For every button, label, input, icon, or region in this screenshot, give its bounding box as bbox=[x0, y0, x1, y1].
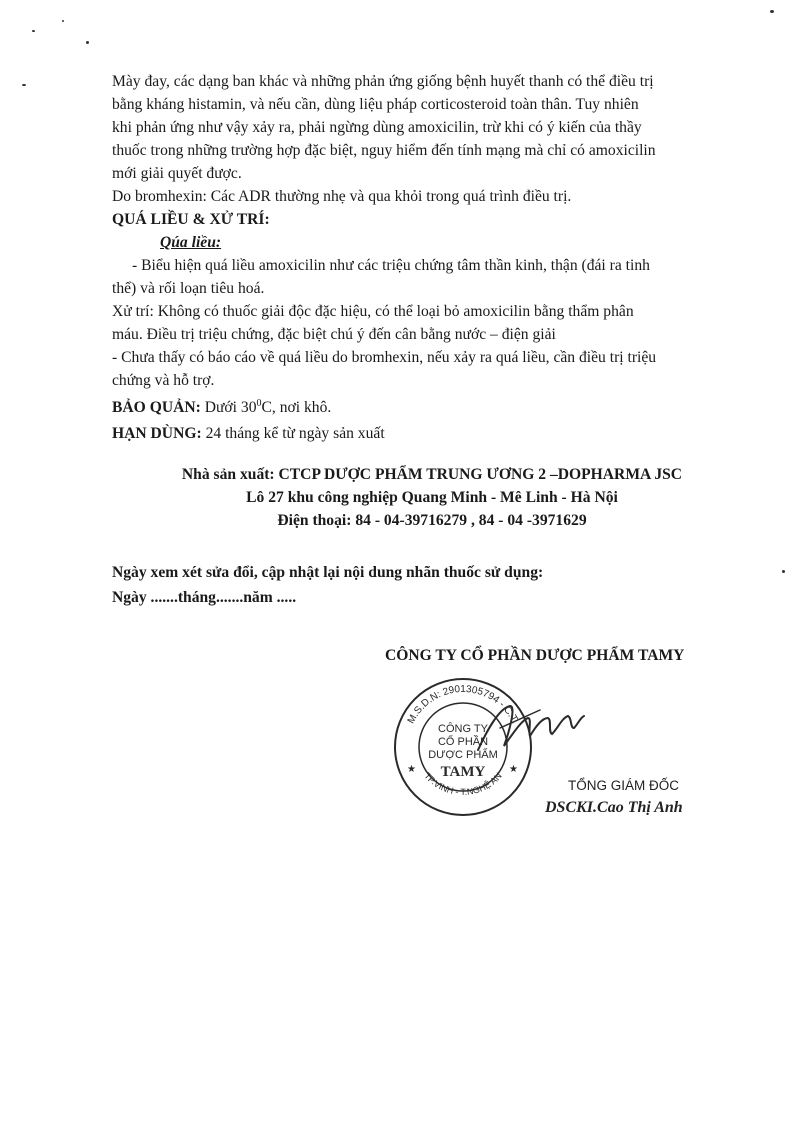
company-name: CÔNG TY CỔ PHẦN DƯỢC PHẨM TAMY bbox=[385, 647, 685, 664]
stamp-line-joint-stock: CỔ PHẦN bbox=[437, 736, 489, 748]
stamp-line-company: CÔNG TY bbox=[438, 723, 488, 735]
review-date: Ngày .......tháng.......năm ..... bbox=[112, 589, 297, 606]
storage-text: Dưới 30 bbox=[204, 399, 257, 417]
manufacturer-phone: Điện thoại: 84 - 04-39716279 , 84 - 04 -3971629 bbox=[277, 512, 587, 529]
stamp-line-pharma: DƯỢC PHẨM bbox=[428, 749, 498, 761]
review-title: Ngày xem xét sửa đổi, cập nhật lại nội dung nhãn thuốc sử dụng: bbox=[112, 564, 544, 581]
expiry-line bbox=[112, 422, 732, 445]
scan-speck bbox=[770, 10, 774, 13]
manufacturer-address: Lô 27 khu công nghiệp Quang Minh - Mê Linh - Hà Nội bbox=[246, 489, 618, 506]
review-block bbox=[112, 560, 732, 610]
manufacturer-block bbox=[112, 463, 752, 532]
adr-line: thuốc trong những trường hợp đặc biệt, nguy hiểm đến tính mạng mà chỉ có amoxicilin bbox=[112, 142, 656, 159]
overdose-heading: QUÁ LIỀU & XỬ TRÍ: bbox=[112, 211, 270, 228]
storage-label: BẢO QUẢN: bbox=[112, 399, 201, 417]
stamp-line-tamy: TAMY bbox=[440, 764, 486, 780]
bromhexin-overdose-line: chứng và hỗ trợ. bbox=[112, 372, 215, 389]
adr-line: khi phản ứng như vậy xảy ra, phải ngừng dùng amoxicilin, trừ khi có ý kiến của thầy bbox=[112, 119, 642, 136]
leaflet-body bbox=[112, 70, 732, 445]
adr-line: mới giải quyết được. bbox=[112, 165, 242, 182]
overdose-symptom-line: thể) và rối loạn tiêu hoá. bbox=[112, 280, 265, 297]
scan-speck bbox=[22, 84, 26, 86]
treatment-line: Xử trí: Không có thuốc giải độc đặc hiệu, có thể loại bỏ amoxicilin bằng thẩm phân bbox=[112, 303, 634, 320]
scan-speck bbox=[782, 570, 785, 573]
stamp-star-left: ★ bbox=[407, 764, 416, 775]
stamp-star-right: ★ bbox=[509, 764, 518, 775]
manufacturer-name: Nhà sản xuất: CTCP DƯỢC PHẨM TRUNG ƯƠNG 2 –DOPHARMA JSC bbox=[181, 466, 683, 483]
storage-line bbox=[112, 392, 732, 419]
stamp-outer-text: M.S.D.N: 2901305794 - C.T. bbox=[405, 684, 521, 726]
scan-speck bbox=[32, 30, 35, 32]
stamp-bottom-text: TP.VINH - T.NGHỆ AN bbox=[422, 770, 504, 797]
overdose-subheading: Qúa liều: bbox=[160, 234, 222, 251]
director-title: TỔNG GIÁM ĐỐC bbox=[568, 778, 679, 793]
bromhexin-overdose-line: - Chưa thấy có báo cáo về quá liều do bromhexin, nếu xảy ra quá liều, cần điều trị triệu bbox=[112, 349, 657, 366]
treatment-line: máu. Điều trị triệu chứng, đặc biệt chú ý đến cân bằng nước – điện giải bbox=[112, 326, 556, 343]
director-name: DSCKI.Cao Thị Anh bbox=[545, 799, 683, 816]
expiry-label: HẠN DÙNG: bbox=[112, 425, 202, 443]
bromhexin-adr: Do bromhexin: Các ADR thường nhẹ và qua khỏi trong quá trình điều trị. bbox=[112, 188, 572, 205]
expiry-text: 24 tháng kể từ ngày sản xuất bbox=[205, 425, 385, 443]
scan-speck bbox=[62, 20, 64, 22]
overdose-symptom-line: - Biểu hiện quá liều amoxicilin như các triệu chứng tâm thần kinh, thận (đái ra tinh bbox=[132, 257, 650, 274]
storage-degree: 0 bbox=[256, 398, 262, 409]
storage-text-end: C, nơi khô. bbox=[261, 399, 332, 417]
adr-line: Mày đay, các dạng ban khác và những phản ứng giống bệnh huyết thanh có thể điều trị bbox=[112, 73, 654, 90]
adr-line: bằng kháng histamin, và nếu cần, dùng liệu pháp corticosteroid toàn thân. Tuy nhiên bbox=[112, 96, 639, 113]
handwritten-signature bbox=[470, 688, 590, 768]
scan-speck bbox=[86, 41, 89, 44]
